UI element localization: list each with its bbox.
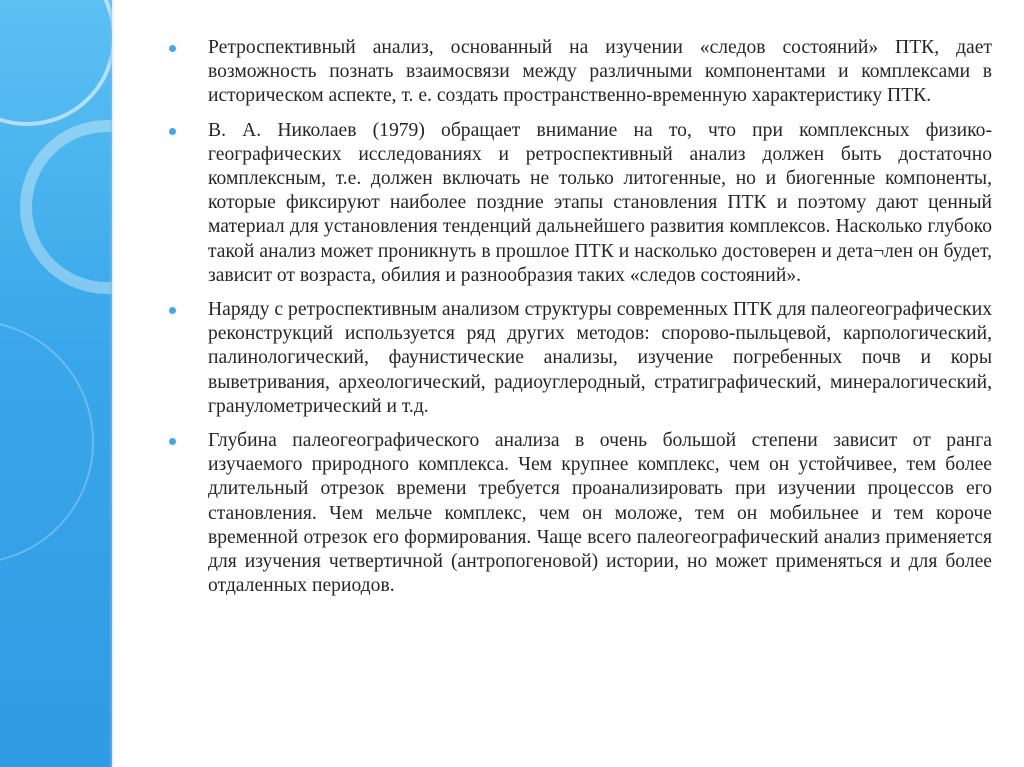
decorative-ring: [0, 0, 112, 126]
decorative-ring: [20, 120, 112, 294]
bullet-dot-icon: [169, 45, 176, 52]
bullet-text: В. А. Николаев (1979) обращает внимание на то, что при комплексных физико-географических исследованиях и ретроспективный анализ должен быть достаточно комплексным, т.е. должен включать не только литогенные, но и биогенные компоненты, которые фиксируют наиболее поздние этапы становления ПТК и поэтому дают ценный материал для установления тенденций дальнейшего развития комплексов. Насколько глубоко такой анализ может проникнуть в прошлое ПТК и насколько достоверен и дета¬лен он будет, зависит от возраста, обилия и разнообразия таких «следов состояний».: [208, 119, 992, 286]
bullet-text: Наряду с ретроспективным анализом структуры современных ПТК для палеогеографических реконструкций используется ряд других методов: спорово-пыльцевой, карпологический, палинологический, фаунистические анализы, изучение погребенных почв и коры выветривания, археологический, радиоуглеродный, стратиграфический, минералогический, гранулометрический и т.д.: [208, 299, 992, 417]
bullet-item: [166, 119, 992, 288]
bullet-item: [166, 36, 992, 109]
bullet-list: [166, 36, 992, 598]
bullet-text: Глубина палеогеографического анализа в очень большой степени зависит от ранга изучаемого природного комплекса. Чем крупнее комплекс, чем он устойчивее, тем более длительный отрезок времени требуется проанализировать при изучении процессов его становления. Чем мельче комплекс, чем он моложе, тем он мобильнее и тем короче временной отрезок его формирования. Чаще всего палеогеографический анализ применяется для изучения четвертичной (антропогеновой) истории, но может применяться и для более отдаленных периодов.: [208, 430, 992, 597]
decorative-ring: [0, 320, 94, 564]
bullet-dot-icon: [169, 128, 176, 135]
decorative-side-panel: [0, 0, 112, 767]
slide-content: [166, 36, 992, 608]
bullet-item: [166, 298, 992, 419]
bullet-dot-icon: [169, 438, 176, 445]
bullet-text: Ретроспективный анализ, основанный на изучении «следов состояний» ПТК, дает возможность познать взаимосвязи между различными компонентами и комплексами в историческом аспекте, т. е. создать пространственно-временную характеристику ПТК.: [208, 37, 992, 107]
bullet-item: [166, 429, 992, 598]
side-panel-edge: [110, 0, 114, 767]
bullet-dot-icon: [169, 307, 176, 314]
